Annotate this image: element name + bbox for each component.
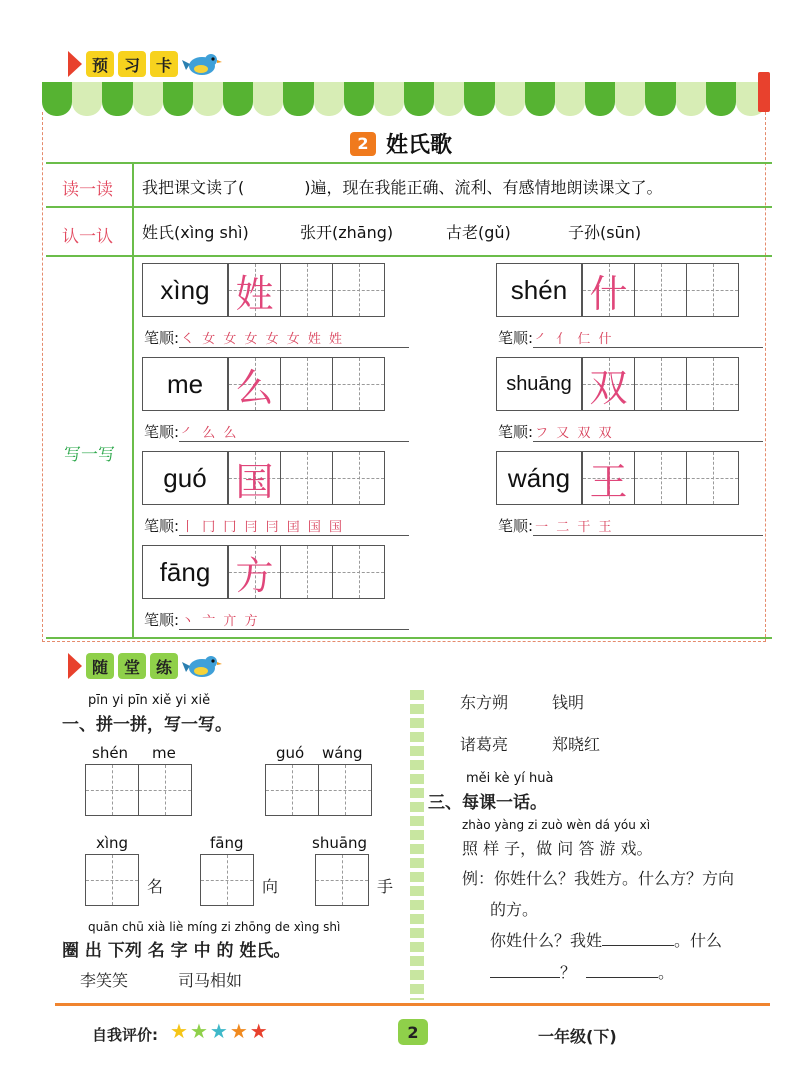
model-character: 么 xyxy=(235,365,274,410)
stroke-sequence: 丶 亠 亣 方 xyxy=(179,610,409,630)
self-eval-stars[interactable] xyxy=(170,1021,268,1041)
star-icon[interactable]: ★ xyxy=(249,1019,268,1043)
stroke-sequence: ㇒ 么 么 xyxy=(179,422,409,442)
q3-question-text-b: 。什么 xyxy=(674,931,723,950)
stroke-order-label: 笔顺: xyxy=(144,517,180,535)
stroke-order-label: 笔顺: xyxy=(498,329,534,347)
row-divider xyxy=(46,637,772,639)
pinyin-box: me xyxy=(142,357,228,411)
model-character: 方 xyxy=(235,553,274,598)
q3-title: 三、每课一话。 xyxy=(428,793,547,813)
stroke-order xyxy=(144,515,409,536)
model-character: 双 xyxy=(589,365,628,410)
q1-pinyin-shuang: shuāng xyxy=(312,834,368,852)
page-number: 2 xyxy=(398,1019,428,1045)
stroke-order-label: 笔顺: xyxy=(144,611,180,629)
q1-pinyin-guo: guó xyxy=(276,744,305,762)
star-icon[interactable]: ★ xyxy=(209,1019,228,1043)
q3-pinyin: měi kè yí huà xyxy=(466,771,554,786)
practice-cell[interactable] xyxy=(634,357,687,411)
stroke-order xyxy=(498,327,763,348)
q1-title: 一、拼一拼，写一写。 xyxy=(62,715,232,735)
practice-cell[interactable] xyxy=(634,451,687,505)
stroke-order-label: 笔顺: xyxy=(144,329,180,347)
answer-cell[interactable] xyxy=(85,764,139,816)
q1-pinyin: pīn yi pīn xiě yi xiě xyxy=(88,693,211,708)
q1-suffix-shou: 手 xyxy=(377,877,394,896)
answer-blank[interactable] xyxy=(490,977,560,978)
stroke-order xyxy=(144,421,409,442)
stroke-sequence: ㇒ 亻 仁 什 xyxy=(533,328,763,348)
stroke-sequence: ㇛ 女 女 女 女 女 姓 姓 xyxy=(179,328,409,348)
q3-question-text-d: 。 xyxy=(658,963,675,982)
practice-cell[interactable] xyxy=(686,263,739,317)
model-character: 什 xyxy=(589,271,628,316)
recognize-label: 认一认 xyxy=(62,227,113,247)
awning-post xyxy=(758,72,770,112)
preview-card-tag xyxy=(68,50,222,78)
name-item[interactable]: 钱明 xyxy=(552,693,585,712)
character-cell xyxy=(582,357,635,411)
pinyin-box: shuāng xyxy=(496,357,582,411)
name-item[interactable]: 东方朔 xyxy=(460,693,509,712)
pinyin-box: fāng xyxy=(142,545,228,599)
q1-pinyin-xing: xìng xyxy=(96,834,129,852)
q1-pinyin-wang: wáng xyxy=(322,744,363,762)
tag-arrow-icon xyxy=(68,653,82,679)
practice-cell[interactable] xyxy=(634,263,687,317)
stroke-order xyxy=(498,421,763,442)
answer-cell[interactable] xyxy=(265,764,319,816)
column-divider xyxy=(132,162,134,638)
q3-question-line-2 xyxy=(490,960,674,983)
character-cell xyxy=(228,451,281,505)
stroke-order-label: 笔顺: xyxy=(498,423,534,441)
practice-tag-char-3: 练 xyxy=(150,653,178,679)
star-icon[interactable]: ★ xyxy=(170,1019,188,1043)
grade-label: 一年级(下) xyxy=(538,1027,617,1046)
practice-cell[interactable] xyxy=(686,357,739,411)
self-eval-label: 自我评价: xyxy=(92,1026,158,1044)
model-character: 王 xyxy=(589,459,628,504)
stroke-sequence: 丨 冂 冂 冃 冃 囯 国 国 xyxy=(179,516,409,536)
q3-question-text-c: ？ xyxy=(560,963,577,982)
q1-pinyin-fang: fāng xyxy=(210,834,244,852)
practice-cell[interactable] xyxy=(332,451,385,505)
star-icon[interactable]: ★ xyxy=(229,1019,248,1043)
stroke-sequence: 一 二 干 王 xyxy=(533,516,763,536)
answer-cell[interactable] xyxy=(138,764,192,816)
q1-pinyin-me: me xyxy=(152,744,176,762)
q2-pinyin: quān chū xià liè míng zi zhōng de xìng shì xyxy=(88,920,341,934)
name-item[interactable]: 李笑笑 xyxy=(80,971,129,990)
q1-pinyin-shen: shén xyxy=(92,744,129,762)
recognize-item-3: 古老(gǔ) xyxy=(446,223,511,242)
q1-suffix-ming: 名 xyxy=(147,877,164,896)
character-cell xyxy=(228,263,281,317)
row-divider xyxy=(46,206,772,208)
character-cell xyxy=(582,263,635,317)
answer-cell[interactable] xyxy=(315,854,369,906)
pinyin-box: xìng xyxy=(142,263,228,317)
pinyin-box: shén xyxy=(496,263,582,317)
bird-icon xyxy=(182,652,222,680)
pinyin-box: guó xyxy=(142,451,228,505)
tag-arrow-icon xyxy=(68,51,82,77)
model-character: 姓 xyxy=(235,271,274,316)
character-cell xyxy=(228,545,281,599)
name-item[interactable]: 司马相如 xyxy=(178,971,243,990)
tag-char-1: 预 xyxy=(86,51,114,77)
practice-cell[interactable] xyxy=(280,357,333,411)
q2-title: 圈 出 下列 名 字 中 的 姓氏。 xyxy=(62,941,291,961)
practice-cell[interactable] xyxy=(686,451,739,505)
awning-decoration xyxy=(42,82,766,116)
lesson-title-text: 姓氏歌 xyxy=(386,133,453,158)
model-character: 国 xyxy=(235,459,274,504)
stroke-order xyxy=(144,327,409,348)
star-icon[interactable]: ★ xyxy=(189,1019,208,1043)
character-cell xyxy=(582,451,635,505)
name-item[interactable]: 诸葛亮 xyxy=(460,735,509,754)
practice-tag xyxy=(68,652,222,680)
practice-cell[interactable] xyxy=(280,263,333,317)
stroke-order-label: 笔顺: xyxy=(144,423,180,441)
name-item[interactable]: 郑晓红 xyxy=(552,735,601,754)
q3-question-text-a: 你姓什么？我姓 xyxy=(490,931,603,950)
practice-cell[interactable] xyxy=(280,545,333,599)
recognize-item-2: 张开(zhāng) xyxy=(300,223,394,242)
read-sentence xyxy=(142,175,663,198)
q1-suffix-xiang: 向 xyxy=(262,877,279,896)
practice-tag-char-2: 堂 xyxy=(118,653,146,679)
stroke-order xyxy=(498,515,763,536)
read-label: 读一读 xyxy=(62,180,113,200)
bird-icon xyxy=(182,50,222,78)
tag-char-2: 习 xyxy=(118,51,146,77)
practice-cell[interactable] xyxy=(332,545,385,599)
q3-example-line-2: 的方。 xyxy=(490,900,539,919)
footer-line xyxy=(55,1003,770,1006)
read-text-before: 我把课文读了( xyxy=(142,178,245,197)
answer-cell[interactable] xyxy=(200,854,254,906)
answer-cell[interactable] xyxy=(318,764,372,816)
read-text-after: )遍，现在我能正确、流利、有感情地朗读课文了。 xyxy=(304,178,663,197)
pinyin-box: wáng xyxy=(496,451,582,505)
q3-sub-pinyin: zhào yàng zi zuò wèn dá yóu xì xyxy=(462,818,651,832)
lesson-title xyxy=(350,128,452,159)
recognize-item-1: 姓氏(xìng shì) xyxy=(142,223,249,242)
practice-tag-char-1: 随 xyxy=(86,653,114,679)
tag-char-3: 卡 xyxy=(150,51,178,77)
q3-example-line-1: 例：你姓什么？我姓方。什么方？方向 xyxy=(462,869,735,888)
row-divider xyxy=(46,162,772,164)
stroke-sequence: フ 又 双 双 xyxy=(533,422,763,442)
answer-cell[interactable] xyxy=(85,854,139,906)
practice-cell[interactable] xyxy=(280,451,333,505)
stroke-order-label: 笔顺: xyxy=(498,517,534,535)
stroke-order xyxy=(144,609,409,630)
write-label: 写一写 xyxy=(64,445,115,465)
answer-blank[interactable] xyxy=(586,977,658,978)
practice-cell[interactable] xyxy=(332,357,385,411)
character-cell xyxy=(228,357,281,411)
q3-question-line-1 xyxy=(490,928,722,951)
q3-instruction: 照 样 子，做 问 答 游 戏。 xyxy=(462,839,653,858)
practice-divider xyxy=(410,690,424,1000)
practice-cell[interactable] xyxy=(332,263,385,317)
lesson-number: 2 xyxy=(350,132,376,156)
recognize-item-4: 子孙(sūn) xyxy=(568,223,642,242)
answer-blank[interactable] xyxy=(602,945,674,946)
row-divider xyxy=(46,255,772,257)
